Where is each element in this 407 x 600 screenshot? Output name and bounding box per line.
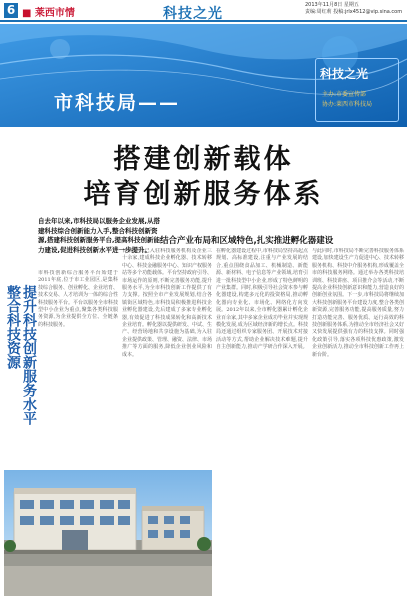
date-line: 2013年11月8日 星期五 — [305, 2, 359, 8]
headline-line-2: 培育创新服务体系 — [83, 179, 324, 210]
section-name: ■ 莱西市情 — [22, 8, 75, 19]
body-column-2: 目前,平台已入驻科技服务机构及企业三十余家,建成科技企业孵化器、技术转移中心、科技金融服务中心、知识产权服务站等多个功能载体。平台坚持政府引导、市场运作的原则,不断完善服务功能,提升服务水平,为全市科技创新工作提供了有力支撑。按照全市产业发展规划,结合各镇街区域特色,市科技局积极推进科技企业孵化器建设,先后建成了多家专业孵化器,有效促进了科技成果转化和高新技术企业培育。孵化器以提供研发、中试、生产、经营场地和共享设施为基础,为入驻企业提供政策、管理、融资、法律、市场推广等方面的服务,降低企业创业风险和成本。 — [122, 248, 212, 358]
banner — [0, 24, 407, 127]
column-logo — [315, 58, 399, 122]
logo-organizer: 主办:市委宣传部 — [322, 91, 367, 98]
header-meta — [305, 2, 403, 16]
page-number: 6 — [4, 3, 18, 18]
building-photo — [4, 470, 212, 596]
body-column-4: 与此同时,市科技局不断完善科技服务体系建设,加快建设生产力促进中心、技术转移服务机构、科技中介服务机构,形成覆盖全市的科技服务网络。通过举办各类科技培训班、科技讲座、项目推介会等活动,不断提高企业科技创新意识和能力,营造良好的创新创业氛围。下一步,市科技局将继续加大科技创新服务平台建设力度,整合各类创新资源,完善服务功能,提高服务质量,努力打造功能完善、服务优质、运行高效的科技创新服务体系,为推动全市经济社会又好又快发展提供强有力的科技支撑。同时强化政策引导,落实各项科技优惠政策,激发企业创新活力,推动全市科技创新工作再上新台阶。 — [312, 248, 404, 358]
edition-line: 责编:周红莉 投稿:jrlx4512@vip.sina.com — [305, 9, 403, 15]
page-header — [0, 0, 407, 22]
body-column-3: 在孵化器建设过程中,市科技局坚持高起点规划、高标准建设,注重与产业发展的结合,重点围绕食品加工、机械制造、新能源、新材料、电子信息等产业领域,培育引进一批科技型中小企业,形成了特色鲜明的产业集群。同时,积极引导社会资本参与孵化器建设,构建多元化的投资格局,推动孵化器向专业化、市场化、网络化方向发展。2012年以来,全市孵化器累计孵化企业百余家,其中多家企业成功毕业并实现规模化发展,成为区域经济新的增长点。科技局还通过组织专家服务团、开展技术对接活动等方式,帮助企业解决技术难题,提升自主创新能力,推动产学研合作深入开展。 — [216, 248, 308, 351]
body-column-1: 市科技创新综合服务平台始建于2011年底,位于市工业园区,是集科技综合服务、创业孵化、企业培育、技术交易、人才培训为一体的综合性科技服务平台。平台以服务全市科技型中小企业为重点,聚集各类科技服务资源,为企业提供全方位、全链条的科技服务。 — [38, 270, 118, 328]
headline-line-1: 搭建创新载体 — [113, 144, 294, 175]
lead-paragraph: 自去年以来,市科技局以服务企业发展,从搭建科技综合创新能力入手,整合科技创新资源,搭建科技创新服务平台,提高科技创新能力建设,促进科技创新水平进一步提升。 — [38, 217, 160, 254]
banner-title: 市科技局—— — [54, 92, 181, 114]
building-photo-drawing — [4, 470, 212, 596]
subheadline: 结合产业布局和区域特色,扎实推进孵化器建设 — [160, 236, 334, 246]
logo-title: 科技之光 — [320, 67, 369, 81]
vertical-title-text-2: 提升科技创新服务水平 — [21, 285, 37, 425]
column-title: 科技之光 — [163, 6, 223, 22]
vertical-title-text-1: 整合科技资源 — [5, 285, 21, 369]
logo-co-organizer: 协办:莱西市科技局 — [322, 101, 373, 108]
